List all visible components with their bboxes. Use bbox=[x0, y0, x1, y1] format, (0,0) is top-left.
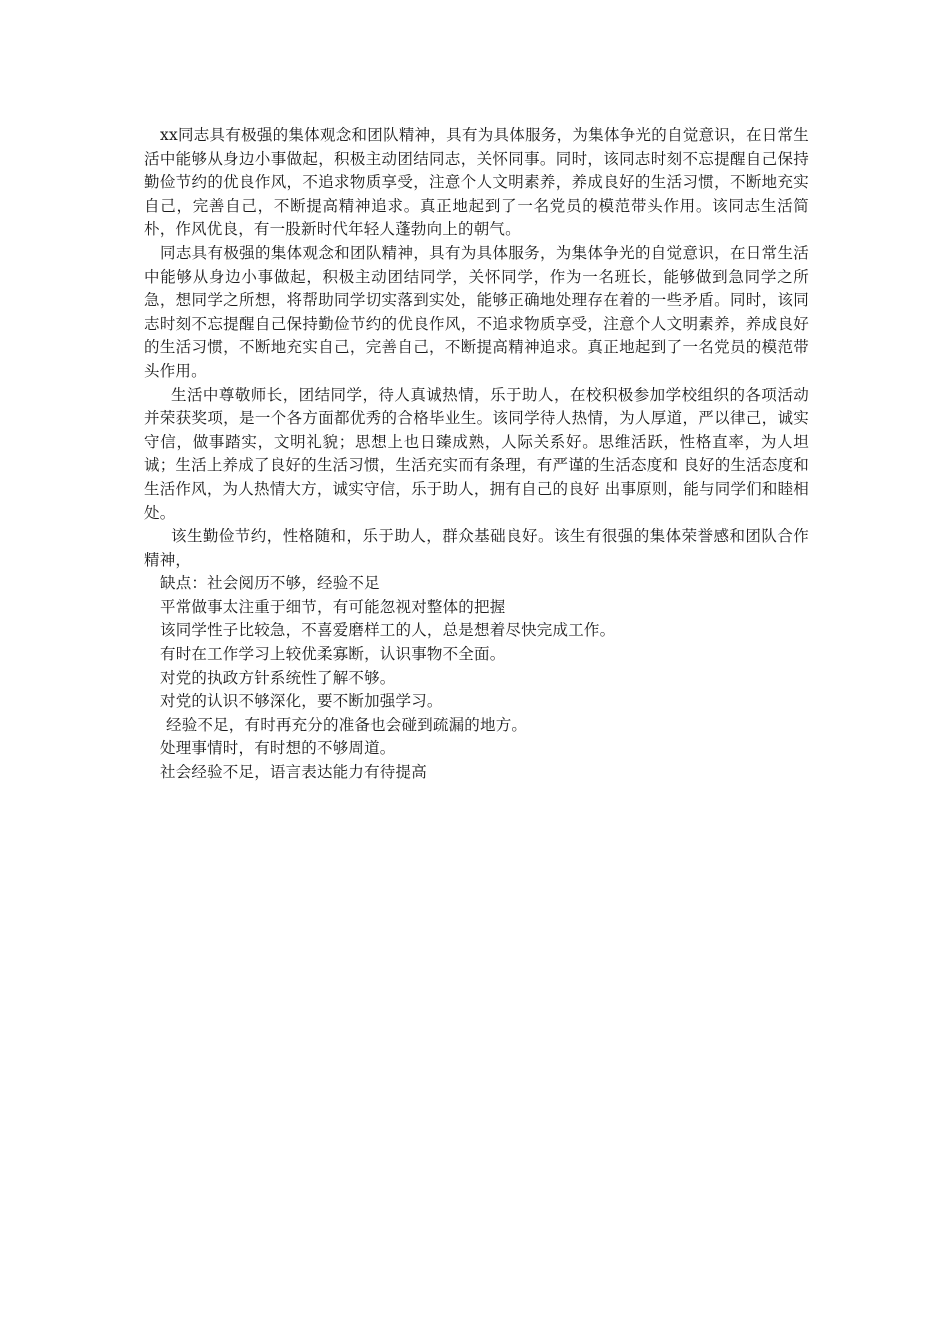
document-body bbox=[144, 124, 809, 785]
list-item: 有时在工作学习上较优柔寡断，认识事物不全面。 bbox=[160, 645, 506, 664]
list-item: 该同学性子比较急，不喜爱磨样工的人，总是想着尽快完成工作。 bbox=[160, 621, 616, 640]
list-item: 对党的认识不够深化，要不断加强学习。 bbox=[160, 692, 443, 711]
list-item: 平常做事太注重于细节，有可能忽视对整体的把握 bbox=[160, 597, 506, 616]
list-item: 经验不足，有时再充分的准备也会碰到疏漏的地方。 bbox=[166, 715, 528, 734]
list-item: 对党的执政方针系统性了解不够。 bbox=[160, 668, 396, 687]
paragraph-1: xx同志具有极强的集体观念和团队精神，具有为具体服务，为集体争光的自觉意识，在日常生活中能够从身边小事做起，积极主动团结同志，关怀同事。同时，该同志时刻不忘提醒自己保持勤俭节约的优良作风，不追求物质享受，注意个人文明素养，养成良好的生活习惯，不断地充实自己，完善自己，不断提高精神追求。真正地起到了一名党员的模范带头作用。该同志生活简朴，作风优良，有一股新时代年轻人蓬勃向上的朝气。 bbox=[144, 126, 809, 239]
paragraph-4: 该生勤俭节约，性格随和，乐于助人，群众基础良好。该生有很强的集体荣誉感和团队合作精神， bbox=[144, 527, 809, 569]
list-item: 处理事情时，有时想的不够周道。 bbox=[160, 739, 396, 758]
list-item: 缺点：社会阅历不够，经验不足 bbox=[160, 574, 380, 593]
paragraph-3: 生活中尊敬师长，团结同学，待人真诚热情，乐于助人，在校积极参加学校组织的各项活动并荣获奖项，是一个各方面都优秀的合格毕业生。该同学待人热情，为人厚道，严以律己，诚实守信，做事踏实，文明礼貌；思想上也日臻成熟，人际关系好。思维活跃，性格直率，为人坦诚；生活上养成了良好的生活习惯，生活充实而有条理，有严谨的生活态度和 良好的生活态度和生活作风，为人热情大方，诚实守信，乐于助人，拥有自己的良好 出事原则，能与同学们和睦相处。 bbox=[144, 385, 809, 522]
paragraph-2: 同志具有极强的集体观念和团队精神，具有为具体服务，为集体争光的自觉意识，在日常生活中能够从身边小事做起，积极主动团结同学，关怀同学，作为一名班长，能够做到急同学之所急，想同学之所想，将帮助同学切实落到实处，能够正确地处理存在着的一些矛盾。同时，该同志时刻不忘提醒自己保持勤俭节约的优良作风，不追求物质享受，注意个人文明素养，养成良好的生活习惯，不断地充实自己，完善自己，不断提高精神追求。真正地起到了一名党员的模范带头作用。 bbox=[144, 243, 809, 380]
list-item: 社会经验不足，语言表达能力有待提高 bbox=[160, 763, 427, 782]
